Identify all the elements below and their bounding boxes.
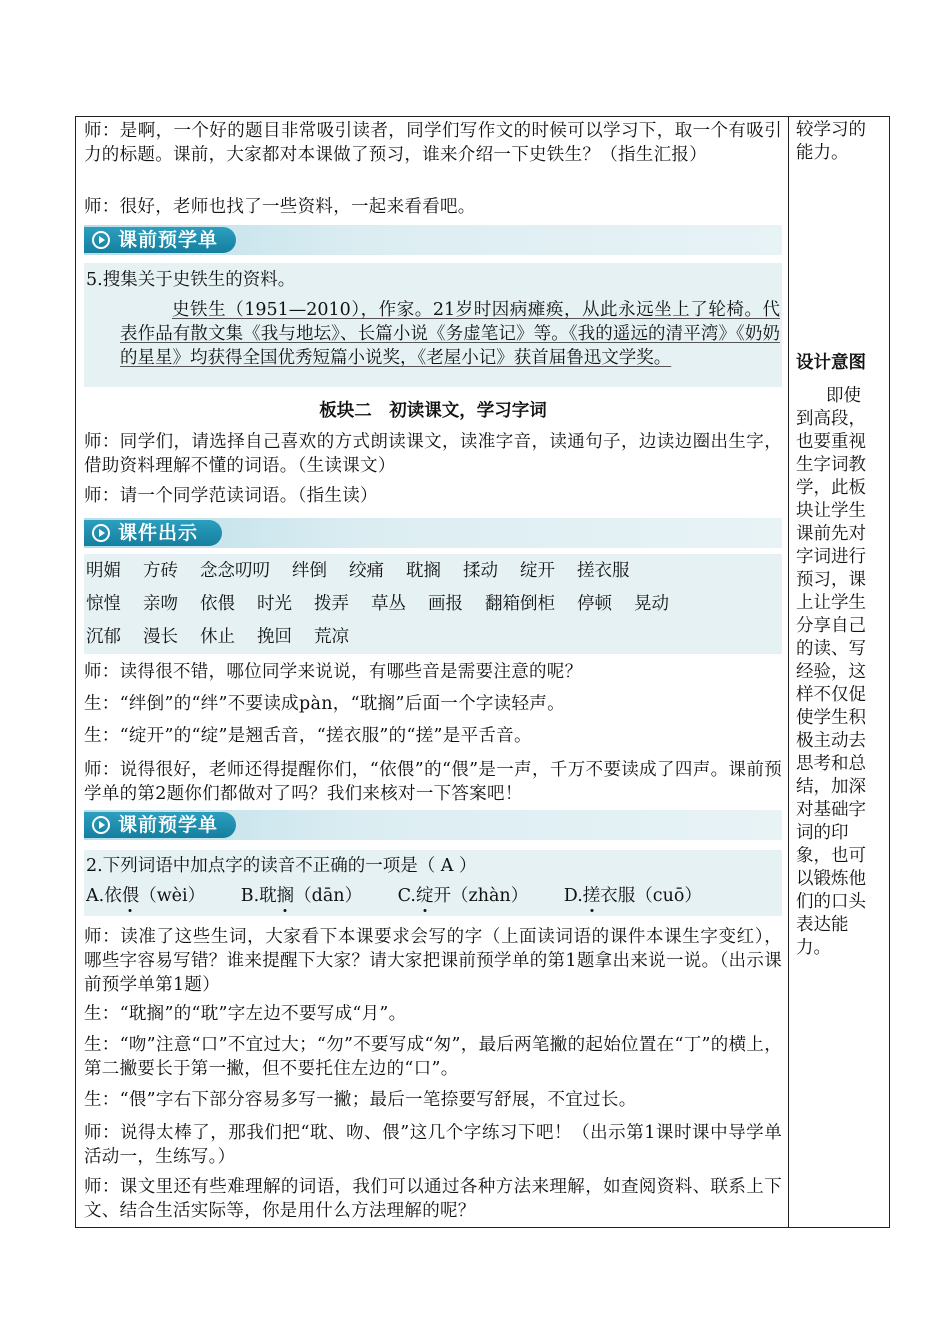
play-circle-icon	[92, 231, 110, 249]
preview2-options	[86, 884, 732, 908]
preview-question: 5.搜集关于史铁生的资料。	[86, 270, 296, 290]
word: 亲吻	[143, 594, 178, 614]
side-top-text: 较学习的能力。	[796, 120, 866, 163]
design-intent-text: 即使到高段，也要重视生字词教学，此板块让学生课前先对字词进行预习，课上让学生分享自己的读、写经验，这样不仅促使学生积极主动去思考和总结，加深对基础字词的印象，也可以锻炼他们的口头表达能力。	[796, 386, 866, 958]
word: 晃动	[634, 594, 669, 614]
design-intent-title: 设计意图	[796, 353, 866, 373]
banner-tag	[84, 812, 236, 838]
banner-label: 课前预学单	[118, 814, 219, 836]
word-list-box	[84, 554, 782, 654]
dialog-student-3: 生：“耽搁”的“耽”字左边不要写成“月”。	[84, 1004, 407, 1024]
preview-box-1	[84, 263, 782, 387]
section-heading: 板块二 初读课文，学习字词	[319, 401, 547, 421]
word: 荒凉	[314, 627, 349, 647]
word-row-3	[86, 625, 371, 649]
dialog-teacher-7: 师：读准了这些生词，大家看下本课要求会写的字（上面读词语的课件本课生字变红），哪些字容易写错？谁来提醒下大家？请大家把课前预学单的第1题拿出来说一说。（出示课前预学单第1题）	[84, 927, 782, 995]
option-b: B.耽搁（dān）	[240, 886, 363, 906]
word: 时光	[257, 594, 292, 614]
word: 休止	[200, 627, 235, 647]
dialog-teacher-3: 师：同学们，请选择自己喜欢的方式朗读课文，读准字音，读通句子，边读边圈出生字，借助资料理解不懂的词语。（生读课文）	[84, 432, 782, 476]
word: 停顿	[577, 594, 612, 614]
word: 惊惶	[86, 594, 121, 614]
play-circle-icon	[92, 524, 110, 542]
option-c: C.绽开（zhàn）	[397, 886, 529, 906]
word: 搓衣服	[577, 561, 630, 581]
preview-answer: 史铁生（1951—2010），作家。21岁时因病瘫痪，从此永远坐上了轮椅。代表作品有散文集《我与地坛》、长篇小说《务虚笔记》等。《我的遥远的清平湾》《奶奶的星星》均获得全国优秀短篇小说奖，《老屋小记》获首届鲁迅文学奖。	[120, 300, 780, 368]
word: 翻箱倒柜	[485, 594, 555, 614]
word: 耽搁	[406, 561, 441, 581]
word: 依偎	[200, 594, 235, 614]
dialog-teacher-9: 师：课文里还有些难理解的词语，我们可以通过各种方法来理解，如查阅资料、联系上下文、结合生活实际等，你是用什么方法理解的呢？	[84, 1177, 782, 1221]
banner-courseware	[84, 518, 782, 548]
dialog-teacher-2: 师：很好，老师也找了一些资料，一起来看看吧。	[84, 197, 476, 217]
banner-preview-2	[84, 810, 782, 840]
banner-label: 课前预学单	[118, 229, 219, 251]
lesson-table	[75, 116, 890, 1228]
column-divider	[788, 117, 789, 1227]
word: 漫长	[143, 627, 178, 647]
dialog-teacher-4: 师：请一个同学范读词语。（指生读）	[84, 486, 378, 506]
word: 挽回	[257, 627, 292, 647]
preview2-question: 2.下列词语中加点字的读音不正确的一项是（ A ）	[86, 856, 477, 876]
word: 画报	[428, 594, 463, 614]
dialog-teacher-6: 师：说得很好，老师还得提醒你们，“依偎”的“偎”是一声，千万不要读成了四声。课前预学单的第2题你们都做对了吗？我们来核对一下答案吧！	[84, 760, 782, 804]
dialog-teacher-1: 师：是啊，一个好的题目非常吸引读者，同学们写作文的时候可以学习下，取一个有吸引力的标题。课前，大家都对本课做了预习，谁来介绍一下史铁生？（指生汇报）	[84, 121, 782, 165]
banner-tag	[84, 227, 236, 253]
word: 念念叨叨	[200, 561, 270, 581]
word-row-2	[86, 592, 691, 616]
word: 拨弄	[314, 594, 349, 614]
dialog-teacher-5: 师：读得很不错，哪位同学来说说，有哪些音是需要注意的呢？	[84, 662, 583, 682]
word: 绽开	[520, 561, 555, 581]
banner-preview-1	[84, 225, 782, 255]
banner-label: 课件出示	[118, 522, 199, 544]
dialog-student-2: 生：“绽开”的“绽”是翘舌音，“搓衣服”的“搓”是平舌音。	[84, 726, 532, 746]
play-circle-icon	[92, 816, 110, 834]
dialog-student-4: 生：“吻”注意“口”不宜过大；“勿”不要写成“匆”，最后两笔撇的起始位置在“丁”的横上，第二撇要长于第一撇，但不要托住左边的“口”。	[84, 1035, 782, 1079]
dialog-teacher-8: 师：说得太棒了，那我们把“耽、吻、偎”这几个字练习下吧！（出示第1课时课中导学单活动一，生练写。）	[84, 1123, 782, 1167]
word: 草丛	[371, 594, 406, 614]
dialog-student-1: 生：“绊倒”的“绊”不要读成pàn，“耽搁”后面一个字读轻声。	[84, 694, 565, 714]
word-row-1	[86, 559, 652, 583]
word: 揉动	[463, 561, 498, 581]
option-a: A.依偎（wèi）	[86, 886, 206, 906]
word: 绞痛	[349, 561, 384, 581]
preview-box-2	[84, 850, 782, 916]
word: 方砖	[143, 561, 178, 581]
word: 沉郁	[86, 627, 121, 647]
banner-tag	[84, 520, 222, 546]
word: 明媚	[86, 561, 121, 581]
option-d: D.搓衣服（cuō）	[563, 886, 702, 906]
word: 绊倒	[292, 561, 327, 581]
dialog-student-5: 生：“偎”字右下部分容易多写一撇；最后一笔捺要写舒展，不宜过长。	[84, 1090, 637, 1110]
